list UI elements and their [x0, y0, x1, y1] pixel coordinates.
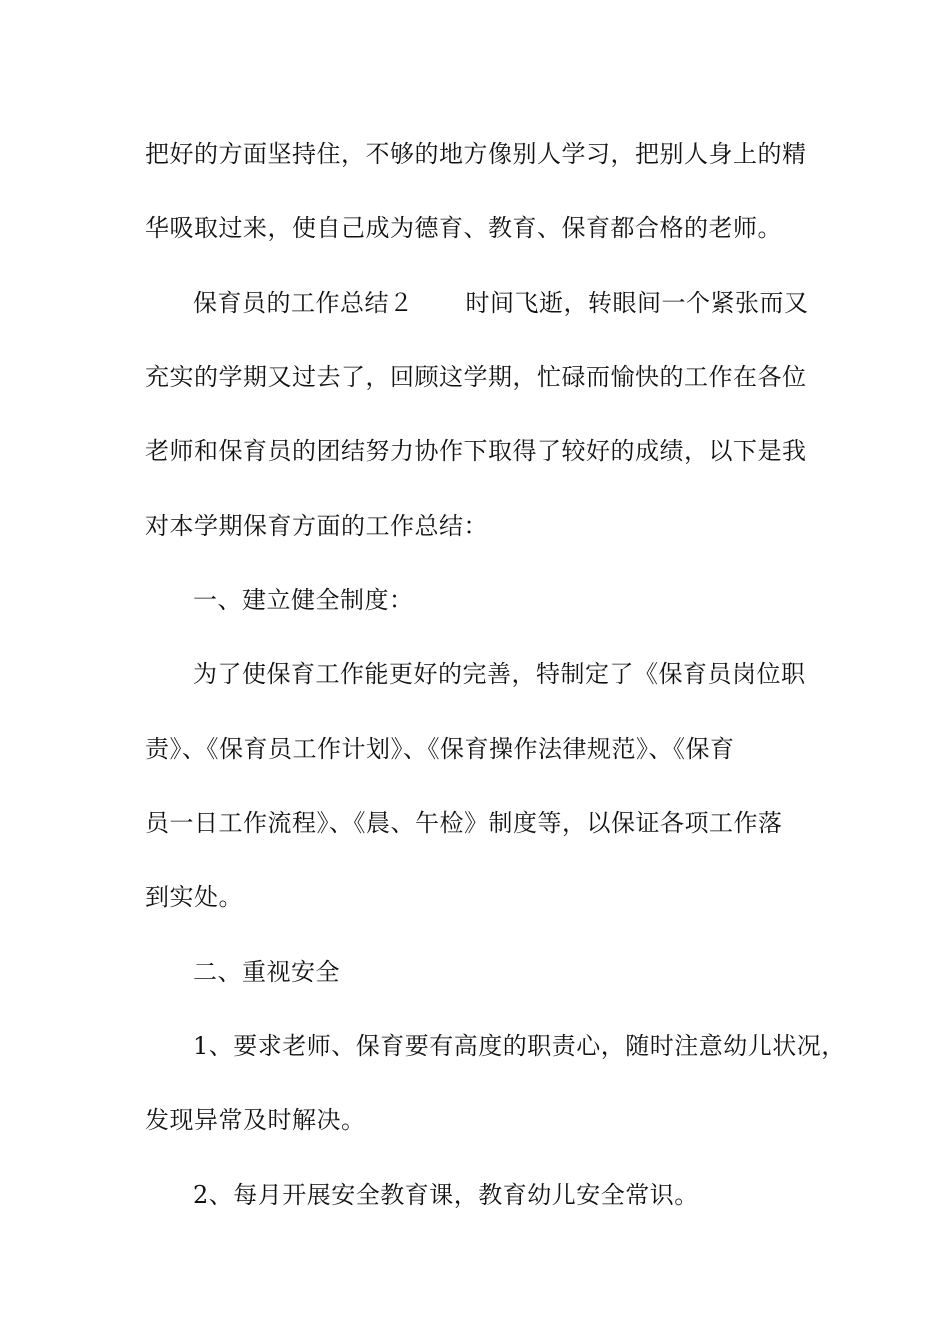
text-line: 对本学期保育方面的工作总结： — [145, 512, 488, 540]
text-line: 时间飞逝，转眼间一个紧张而又 — [465, 289, 809, 317]
text-line: 责》、《保育员工作计划》、《保育操作法律规范》、《保育 — [145, 735, 735, 763]
section-title: 保育员的工作总结２ — [193, 289, 414, 317]
text-line: 充实的学期又过去了，回顾这学期，忙碌而愉快的工作在各位 — [145, 363, 807, 391]
text-line: 把好的方面坚持住，不够的地方像别人学习，把别人身上的精 — [145, 140, 807, 168]
subheading-line: 二、重视安全 — [193, 958, 340, 986]
subheading-line: 一、建立健全制度： — [193, 586, 414, 614]
text-line: 2、每月开展安全教育课，教育幼儿安全常识。 — [193, 1181, 699, 1209]
text-line: 华吸取过来，使自己成为德育、教育、保育都合格的老师。 — [145, 214, 782, 242]
text-line: 发现异常及时解决。 — [145, 1106, 366, 1134]
text-line: 1、要求老师、保育要有高度的职责心，随时注意幼儿状况， — [193, 1032, 846, 1060]
text-line: 为了使保育工作能更好的完善，特制定了《保育员岗位职 — [193, 660, 806, 688]
section-heading-line — [193, 288, 863, 318]
text-line: 老师和保育员的团结努力协作下取得了较好的成绩，以下是我 — [145, 437, 807, 465]
text-line: 员一日工作流程》、《晨、午检》制度等，以保证各项工作落 — [145, 809, 783, 837]
text-line: 到实处。 — [145, 883, 243, 911]
